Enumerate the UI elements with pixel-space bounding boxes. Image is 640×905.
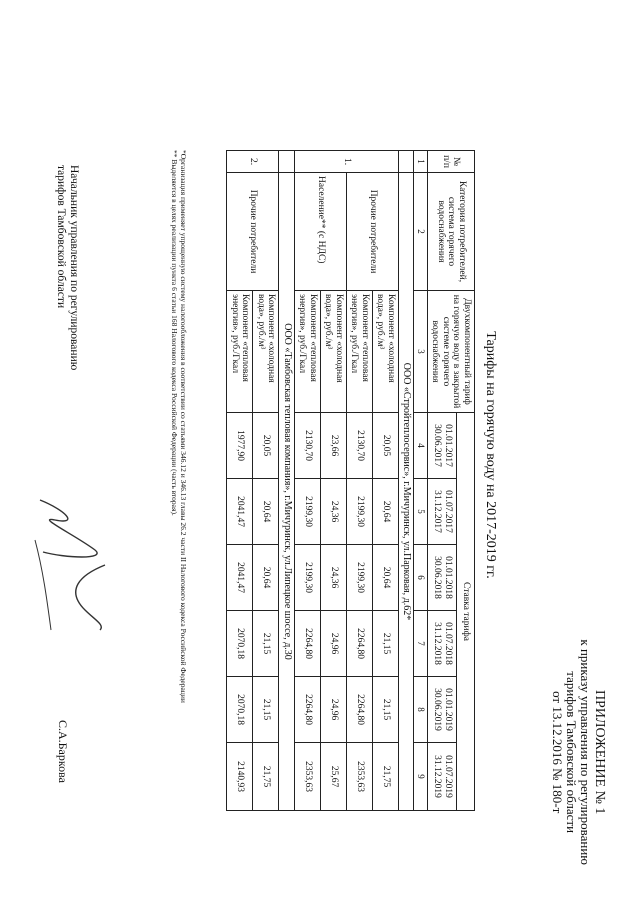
period-cell: 01.01.2019 30.06.2019 [428, 677, 457, 743]
value-cell: 2353,63 [295, 743, 321, 811]
value-cell: 2199,30 [347, 479, 373, 545]
row-number: 1. [295, 151, 399, 173]
value-cell: 2130,70 [295, 413, 321, 479]
value-cell: 20,64 [373, 545, 399, 611]
footnote-1: *Организация применяет упрощенную систему налогообложения в соответствии со статьями 346.12 и 346.13 главы 26.2 части II Налогового кодекса Российской Федерации [179, 150, 188, 703]
value-cell: 20,05 [373, 413, 399, 479]
value-cell: 2264,80 [295, 611, 321, 677]
value-cell: 20,64 [253, 545, 279, 611]
col-number: 3 [414, 291, 428, 413]
value-cell: 2041,47 [227, 545, 253, 611]
col-number: 4 [414, 413, 428, 479]
table-row [373, 151, 399, 811]
category-cell: Прочие потребители [227, 173, 279, 291]
value-cell: 21,15 [253, 611, 279, 677]
component-cell: Компонент «тепловая энергия», руб./Гкал [347, 291, 373, 413]
value-cell: 2264,80 [347, 611, 373, 677]
appendix-title: ПРИЛОЖЕНИЕ № 1 [592, 689, 607, 815]
col-number: 9 [414, 743, 428, 811]
position-line-2: тарифов Тамбовской области [55, 165, 67, 309]
document-title: Тарифы на горячую воду на 2017-2019 гг. [483, 331, 498, 579]
value-cell: 24,96 [321, 677, 347, 743]
org-name: ООО «Тамбовская тепловая компания», г.Мичуринск, ул.Липецкое шоссе, д.30 [279, 173, 295, 811]
value-cell: 2353,63 [347, 743, 373, 811]
org-row [279, 151, 295, 811]
appendix-header [550, 639, 606, 865]
col-number: 6 [414, 545, 428, 611]
handwritten-signature [15, 480, 135, 650]
component-cell: Компонент «холодная вода», руб./м³ [373, 291, 399, 413]
col-number: 7 [414, 611, 428, 677]
period-cell: 01.01.2018 30.06.2018 [428, 545, 457, 611]
value-cell: 2199,30 [295, 479, 321, 545]
signatory-name: С.А.Баркова [56, 720, 70, 783]
value-cell: 2041,47 [227, 479, 253, 545]
header-component: Двухкомпонентный тариф на горячую воду в закрытой системе горячего водоснабжения [428, 291, 475, 413]
value-cell: 21,75 [253, 743, 279, 811]
period-cell: 01.07.2017 31.12.2017 [428, 479, 457, 545]
value-cell: 21,15 [253, 677, 279, 743]
category-cell: Население** (с НДС) [295, 173, 347, 291]
appendix-authority-line: тарифов Тамбовской области [564, 671, 579, 834]
value-cell: 2070,18 [227, 611, 253, 677]
signatory-position [54, 165, 80, 370]
component-cell: Компонент «тепловая энергия», руб./Гкал [227, 291, 253, 413]
value-cell: 20,64 [373, 479, 399, 545]
value-cell: 21,15 [373, 611, 399, 677]
category-cell: Прочие потребители [347, 173, 399, 291]
col-number: 5 [414, 479, 428, 545]
value-cell: 2199,30 [347, 545, 373, 611]
value-cell: 2199,30 [295, 545, 321, 611]
value-cell: 21,75 [373, 743, 399, 811]
value-cell: 20,64 [253, 479, 279, 545]
header-row [457, 151, 475, 811]
header-category: Категория потребителей, система горячего водоснабжения [428, 173, 475, 291]
org-name: ООО «Стройтеплосервис», г.Мичуринск, ул.Парковая, д.62* [399, 173, 415, 811]
value-cell: 25,67 [321, 743, 347, 811]
col-number: 1 [414, 151, 428, 173]
table-row [253, 151, 279, 811]
value-cell: 2130,70 [347, 413, 373, 479]
value-cell: 24,96 [321, 611, 347, 677]
value-cell: 21,15 [373, 677, 399, 743]
footnotes [170, 150, 188, 870]
period-cell: 01.07.2019 31.12.2019 [428, 743, 457, 811]
component-cell: Компонент «холодная вода», руб./м³ [253, 291, 279, 413]
value-cell: 2264,80 [347, 677, 373, 743]
value-cell: 24,36 [321, 545, 347, 611]
value-cell: 2264,80 [295, 677, 321, 743]
tariff-table [227, 150, 476, 811]
value-cell: 20,05 [253, 413, 279, 479]
position-line-1: Начальник управления по регулированию [68, 165, 80, 371]
header-num: № п/п [428, 151, 475, 173]
footnote-2: ** Выделяется в целях реализации пункта 6 статьи 168 Налогового кодекса Российской Федерации (часть вторая). [170, 150, 179, 516]
table-row [321, 151, 347, 811]
value-cell: 23,66 [321, 413, 347, 479]
header-rate: Ставка тарифа [457, 413, 475, 811]
appendix-date-line: от 13.12.2016 № 180-т [550, 691, 565, 814]
value-cell: 2070,18 [227, 677, 253, 743]
column-number-row [414, 151, 428, 811]
col-number: 2 [414, 173, 428, 291]
period-cell: 01.01.2017 30.06.2017 [428, 413, 457, 479]
value-cell: 1977,90 [227, 413, 253, 479]
row-number: 2. [227, 151, 279, 173]
component-cell: Компонент «тепловая энергия», руб./Гкал [295, 291, 321, 413]
value-cell: 24,36 [321, 479, 347, 545]
period-cell: 01.07.2018 31.12.2018 [428, 611, 457, 677]
appendix-order-line: к приказу управления по регулированию [578, 639, 593, 865]
org-row [399, 151, 415, 811]
col-number: 8 [414, 677, 428, 743]
component-cell: Компонент «холодная вода», руб./м³ [321, 291, 347, 413]
value-cell: 2140,93 [227, 743, 253, 811]
